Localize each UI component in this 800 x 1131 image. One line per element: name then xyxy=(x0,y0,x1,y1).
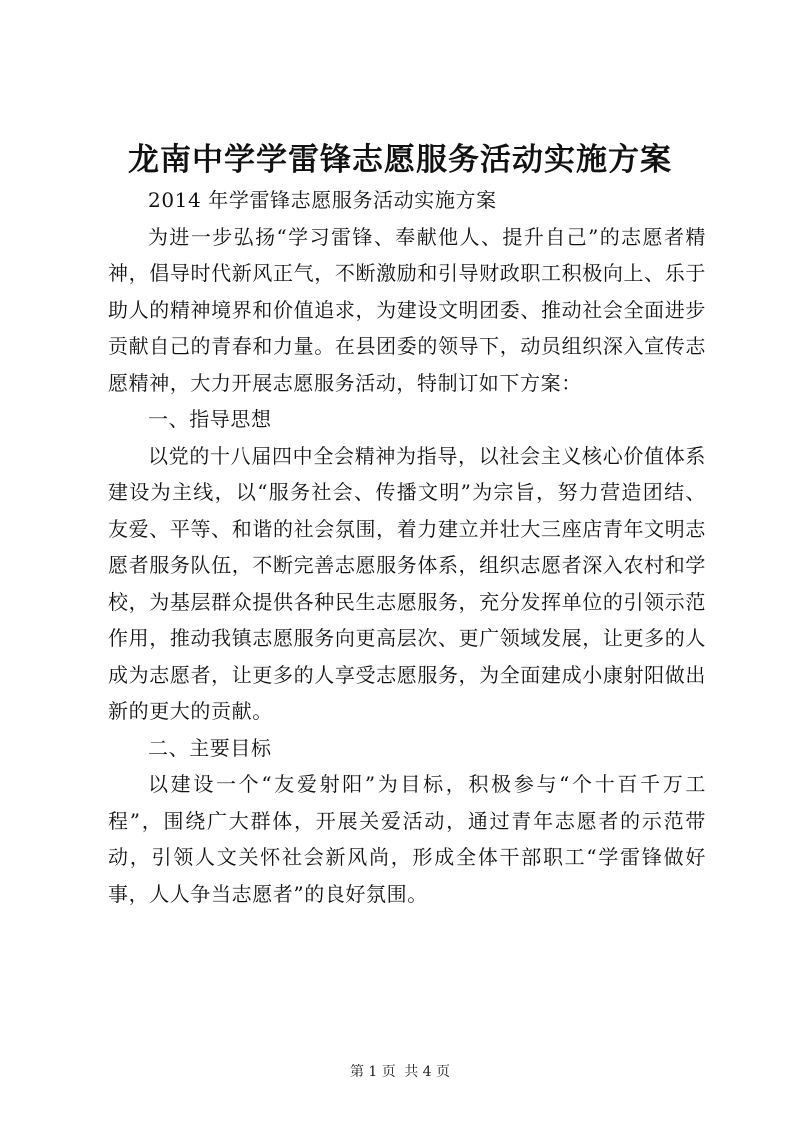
section-body-guiding-ideology: 以党的十八届四中全会精神为指导，以社会主义核心价值体系建设为主线，以“服务社会、传播文明”为宗旨，努力营造团结、友爱、平等、和谐的社会氛围，着力建立并壮大三座店青年文明志愿者服务队伍，不断完善志愿服务体系，组织志愿者深入农村和学校，为基层群众提供各种民生志愿服务，充分发挥单位的引领示范作用，推动我镇志愿服务向更高层次、更广领域发展，让更多的人成为志愿者，让更多的人享受志愿服务，为全面建成小康射阳做出新的更大的贡献。 xyxy=(108,443,706,723)
page-total: 共 4 页 xyxy=(404,1064,451,1080)
document-subtitle: 2014 年学雷锋志愿服务活动实施方案 xyxy=(148,188,497,212)
intro-paragraph: 为进一步弘扬“学习雷锋、奉献他人、提升自己”的志愿者精神，倡导时代新风正气，不断激励和引导财政职工积极向上、乐于助人的精神境界和价值追求，为建设文明团委、推动社会全面进步贡献自己的青春和力量。在县团委的领导下，动员组织深入宣传志愿精神，大力开展志愿服务活动，特制订如下方案： xyxy=(108,224,706,395)
document-body xyxy=(108,182,706,912)
section-heading-guiding-ideology: 一、指导思想 xyxy=(148,407,272,431)
page-number: 第 1 页 xyxy=(349,1064,396,1080)
section-heading-main-goals: 二、主要目标 xyxy=(148,735,272,760)
document-title: 龙南中学学雷锋志愿服务活动实施方案 xyxy=(128,142,672,178)
page-footer xyxy=(0,1062,800,1082)
section-body-main-goals: 以建设一个“友爱射阳”为目标，积极参与“个十百千万工程”，围绕广大群体，开展关爱活动，通过青年志愿者的示范带动，引领人文关怀社会新风尚，形成全体干部职工“学雷锋做好事，人人争当志愿者”的良好氛围。 xyxy=(108,772,706,906)
